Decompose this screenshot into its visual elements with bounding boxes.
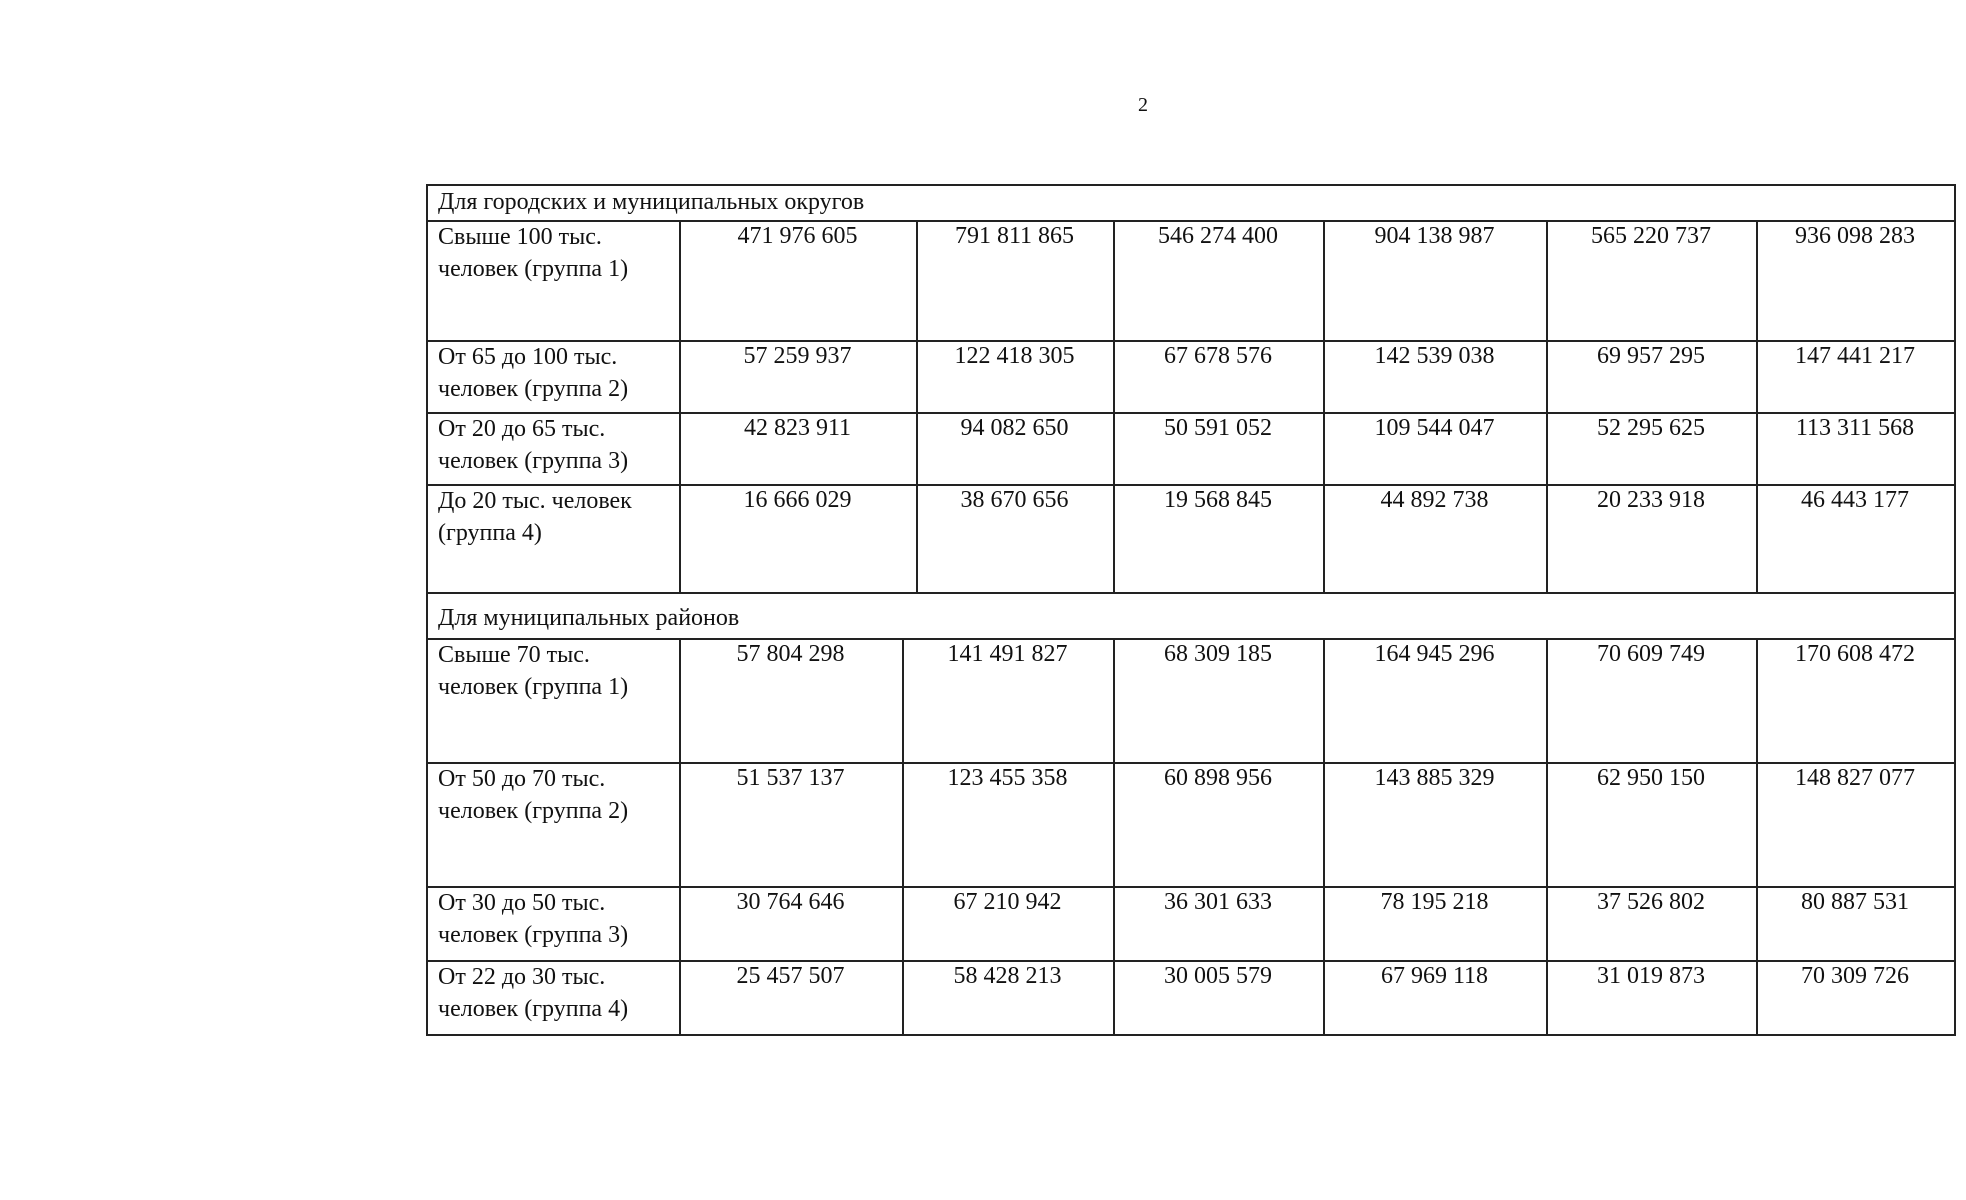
table-cell-value: 44 892 738 bbox=[1380, 487, 1489, 513]
column-divider bbox=[1756, 220, 1758, 592]
column-divider bbox=[902, 638, 904, 1034]
column-divider bbox=[1756, 638, 1758, 1034]
column-divider bbox=[1323, 220, 1325, 592]
row-label bbox=[428, 638, 679, 762]
table-cell-value: 57 804 298 bbox=[736, 641, 845, 667]
table-cell-value: 109 544 047 bbox=[1374, 415, 1495, 441]
table-cell-value: 565 220 737 bbox=[1591, 223, 1711, 249]
row-label-line: человек (группа 2) bbox=[438, 376, 629, 402]
table-cell-value: 122 418 305 bbox=[954, 343, 1075, 369]
column-divider bbox=[1546, 220, 1548, 592]
section-title: Для муниципальных районов bbox=[438, 605, 740, 631]
row-label-line: От 50 до 70 тыс. bbox=[438, 766, 606, 792]
table-cell-value: 142 539 038 bbox=[1374, 343, 1495, 369]
table-cell-value: 62 950 150 bbox=[1597, 765, 1705, 791]
table-cell-value: 30 764 646 bbox=[736, 889, 845, 915]
row-label-line: человек (группа 3) bbox=[438, 922, 629, 948]
row-label bbox=[428, 484, 679, 592]
table-cell-value: 42 823 911 bbox=[743, 415, 852, 441]
table-cell-value: 69 957 295 bbox=[1597, 343, 1705, 369]
row-label bbox=[428, 762, 679, 886]
row-label bbox=[428, 960, 679, 1034]
row-label-line: До 20 тыс. человек bbox=[438, 488, 632, 514]
row-label-line: От 30 до 50 тыс. bbox=[438, 890, 606, 916]
row-label-line: От 65 до 100 тыс. bbox=[438, 344, 618, 370]
table-cell-value: 68 309 185 bbox=[1164, 641, 1272, 667]
row-label-line: Свыше 100 тыс. bbox=[438, 224, 602, 250]
table-cell-value: 37 526 802 bbox=[1597, 889, 1705, 915]
table-cell-value: 141 491 827 bbox=[947, 641, 1068, 667]
table-cell-value: 123 455 358 bbox=[947, 765, 1068, 791]
table-cell-value: 70 309 726 bbox=[1801, 963, 1909, 989]
table-cell-value: 36 301 633 bbox=[1164, 889, 1272, 915]
budget-table bbox=[426, 184, 1956, 1036]
column-divider bbox=[916, 220, 918, 592]
table-cell-value: 936 098 283 bbox=[1795, 223, 1915, 249]
row-label-line: От 20 до 65 тыс. bbox=[438, 416, 606, 442]
row-label bbox=[428, 340, 679, 412]
table-cell-value: 143 885 329 bbox=[1374, 765, 1495, 791]
table-cell-value: 791 811 865 bbox=[954, 223, 1075, 249]
table-cell-value: 46 443 177 bbox=[1801, 487, 1909, 513]
table-cell-value: 164 945 296 bbox=[1374, 641, 1495, 667]
table-cell-value: 60 898 956 bbox=[1164, 765, 1272, 791]
table-cell-value: 67 969 118 bbox=[1380, 963, 1489, 989]
column-divider bbox=[1323, 638, 1325, 1034]
row-label bbox=[428, 220, 679, 340]
row-label-line: человек (группа 1) bbox=[438, 674, 629, 700]
table-cell-value: 78 195 218 bbox=[1380, 889, 1489, 915]
table-cell-value: 80 887 531 bbox=[1801, 889, 1909, 915]
column-divider bbox=[1546, 638, 1548, 1034]
table-cell-value: 25 457 507 bbox=[736, 963, 845, 989]
column-divider bbox=[1113, 220, 1115, 592]
row-label-line: человек (группа 1) bbox=[438, 256, 629, 282]
row-label bbox=[428, 886, 679, 960]
section-title: Для городских и муниципальных округов bbox=[438, 189, 865, 215]
table-cell-value: 67 210 942 bbox=[953, 889, 1062, 915]
row-label-line: человек (группа 2) bbox=[438, 798, 629, 824]
table-cell-value: 38 670 656 bbox=[960, 487, 1069, 513]
column-divider bbox=[1113, 638, 1115, 1034]
table-cell-value: 170 608 472 bbox=[1795, 641, 1915, 667]
table-cell-value: 52 295 625 bbox=[1597, 415, 1705, 441]
column-divider bbox=[679, 638, 681, 1034]
table-cell-value: 20 233 918 bbox=[1597, 487, 1705, 513]
table-cell-value: 148 827 077 bbox=[1795, 765, 1915, 791]
column-divider bbox=[679, 220, 681, 592]
table-cell-value: 30 005 579 bbox=[1164, 963, 1272, 989]
table-cell-value: 50 591 052 bbox=[1164, 415, 1272, 441]
row-label bbox=[428, 412, 679, 484]
table-cell-value: 16 666 029 bbox=[743, 487, 852, 513]
row-label-line: От 22 до 30 тыс. bbox=[438, 964, 606, 990]
table-cell-value: 904 138 987 bbox=[1374, 223, 1495, 249]
row-label-line: Свыше 70 тыс. bbox=[438, 642, 590, 668]
table-cell-value: 471 976 605 bbox=[737, 223, 858, 249]
table-cell-value: 31 019 873 bbox=[1597, 963, 1705, 989]
page-number: 2 bbox=[1138, 94, 1148, 116]
row-label-line: человек (группа 4) bbox=[438, 996, 629, 1022]
row-label-line: (группа 4) bbox=[438, 520, 542, 546]
table-cell-value: 70 609 749 bbox=[1597, 641, 1705, 667]
table-cell-value: 147 441 217 bbox=[1795, 343, 1915, 369]
table-cell-value: 19 568 845 bbox=[1164, 487, 1272, 513]
table-cell-value: 58 428 213 bbox=[953, 963, 1062, 989]
table-cell-value: 546 274 400 bbox=[1158, 223, 1278, 249]
row-label-line: человек (группа 3) bbox=[438, 448, 629, 474]
table-cell-value: 94 082 650 bbox=[960, 415, 1069, 441]
table-cell-value: 51 537 137 bbox=[736, 765, 845, 791]
table-cell-value: 113 311 568 bbox=[1795, 415, 1915, 441]
table-cell-value: 67 678 576 bbox=[1164, 343, 1272, 369]
table-cell-value: 57 259 937 bbox=[743, 343, 852, 369]
